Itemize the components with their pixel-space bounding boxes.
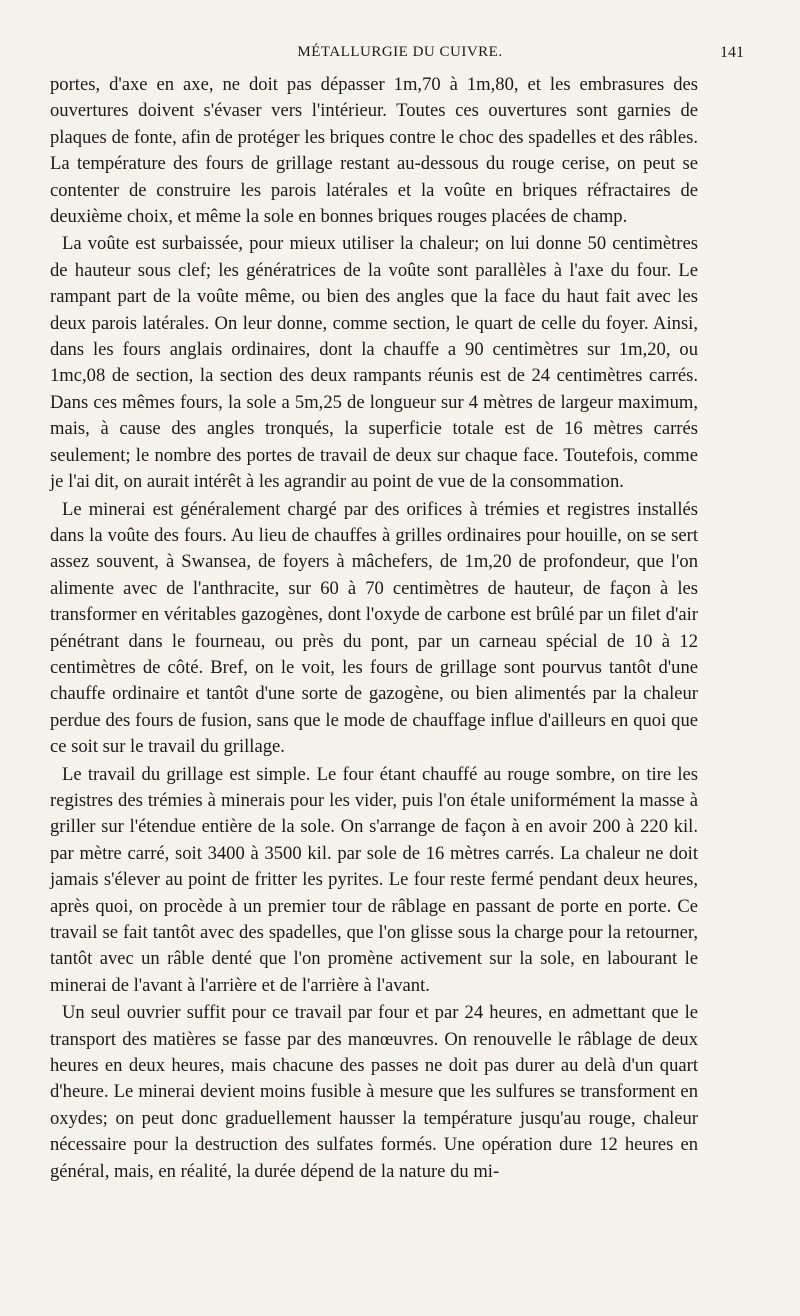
running-title: MÉTALLURGIE DU CUIVRE.	[297, 44, 503, 60]
paragraph: Un seul ouvrier suffit pour ce travail par four et par 24 heures, en admettant que le transport des matières se fasse par des manœuvres. On renouvelle le râblage de deux heures en deux heures, mais chacune des passes ne doit pas durer au delà d'un quart d'heure. Le minerai devient moins fusible à mesure que les sulfures se transforment en oxydes; on peut donc graduellement hausser la température jusqu'au rouge, chaleur nécessaire pour la destruction des sulfates formés. Une opération dure 12 heures en général, mais, en réalité, la durée dépend de la nature du mi-	[50, 1002, 698, 1182]
paragraph: portes, d'axe en axe, ne doit pas dépasser 1m,70 à 1m,80, et les embrasures des ouvertures doivent s'évaser vers l'intérieur. Toutes ces ouvertures sont garnies de plaques de fonte, afin de protéger les briques contre le choc des spadelles et des râbles. La température des fours de grillage restant au-dessous du rouge cerise, on peut se contenter de construire les parois latérales et la voûte en briques réfractaires de deuxième choix, et même la sole en bonnes briques rouges placées de champ.	[50, 74, 698, 228]
page-number: 141	[720, 44, 744, 61]
paragraph: Le minerai est généralement chargé par des orifices à trémies et registres installés dans la voûte des fours. Au lieu de chauffes à grilles ordinaires pour houille, on se sert assez souvent, à Swansea, de foyers à mâchefers, de 1m,20 de profondeur, que l'on alimente avec de l'anthracite, sur 60 à 70 centimètres de hauteur, de façon à les transformer en véritables gazogènes, dont l'oxyde de carbone est brûlé par un filet d'air pénétrant dans le fourneau, ou près du pont, par un carneau spécial de 10 à 12 centimètres de côté. Bref, on le voit, les fours de grillage sont pourvus tantôt d'une chauffe ordinaire et tantôt d'une sorte de gazogène, ou bien alimentés par la chaleur perdue des fours de fusion, sans que le mode de chauffage influe d'ailleurs en quoi que ce soit sur le travail du grillage.	[50, 498, 698, 758]
paragraph: Le travail du grillage est simple. Le four étant chauffé au rouge sombre, on tire les registres des trémies à minerais pour les vider, puis l'on étale uniformément la masse à griller sur l'étendue entière de la sole. On s'arrange de façon à en avoir 200 à 220 kil. par mètre carré, soit 3400 à 3500 kil. par sole de 16 mètres carrés. La chaleur ne doit jamais s'élever au point de fritter les pyrites. Le four reste fermé pendant deux heures, après quoi, on procède à un premier tour de râblage en passant de porte en porte. Ce travail se fait tantôt avec des spadelles, que l'on glisse sous la charge pour la retourner, tantôt avec un râble denté que l'on promène activement sur la sole, en labourant le minerai de l'avant à l'arrière et de l'arrière à l'avant.	[50, 763, 698, 996]
paragraph: La voûte est surbaissée, pour mieux utiliser la chaleur; on lui donne 50 centimètres de hauteur sous clef; les génératrices de la voûte sont parallèles à l'axe du four. Le rampant part de la voûte même, ou bien des angles que la face du haut fait avec les deux parois latérales. On leur donne, comme section, le quart de celle du foyer. Ainsi, dans les fours anglais ordinaires, dont la chauffe a 90 centimètres sur 1m,20, ou 1mc,08 de section, la section des deux rampants réunis est de 24 centimètres carrés. Dans ces mêmes fours, la sole a 5m,25 de longueur sur 4 mètres de largeur maximum, mais, à cause des angles tronqués, la superficie totale est de 16 mètres carrés seulement; le nombre des portes de travail de deux sur chaque face. Toutefois, comme je l'ai dit, on aurait intérêt à les agrandir au point de vue de la consommation.	[50, 233, 698, 493]
running-head	[48, 44, 752, 66]
body-text	[50, 72, 698, 1185]
